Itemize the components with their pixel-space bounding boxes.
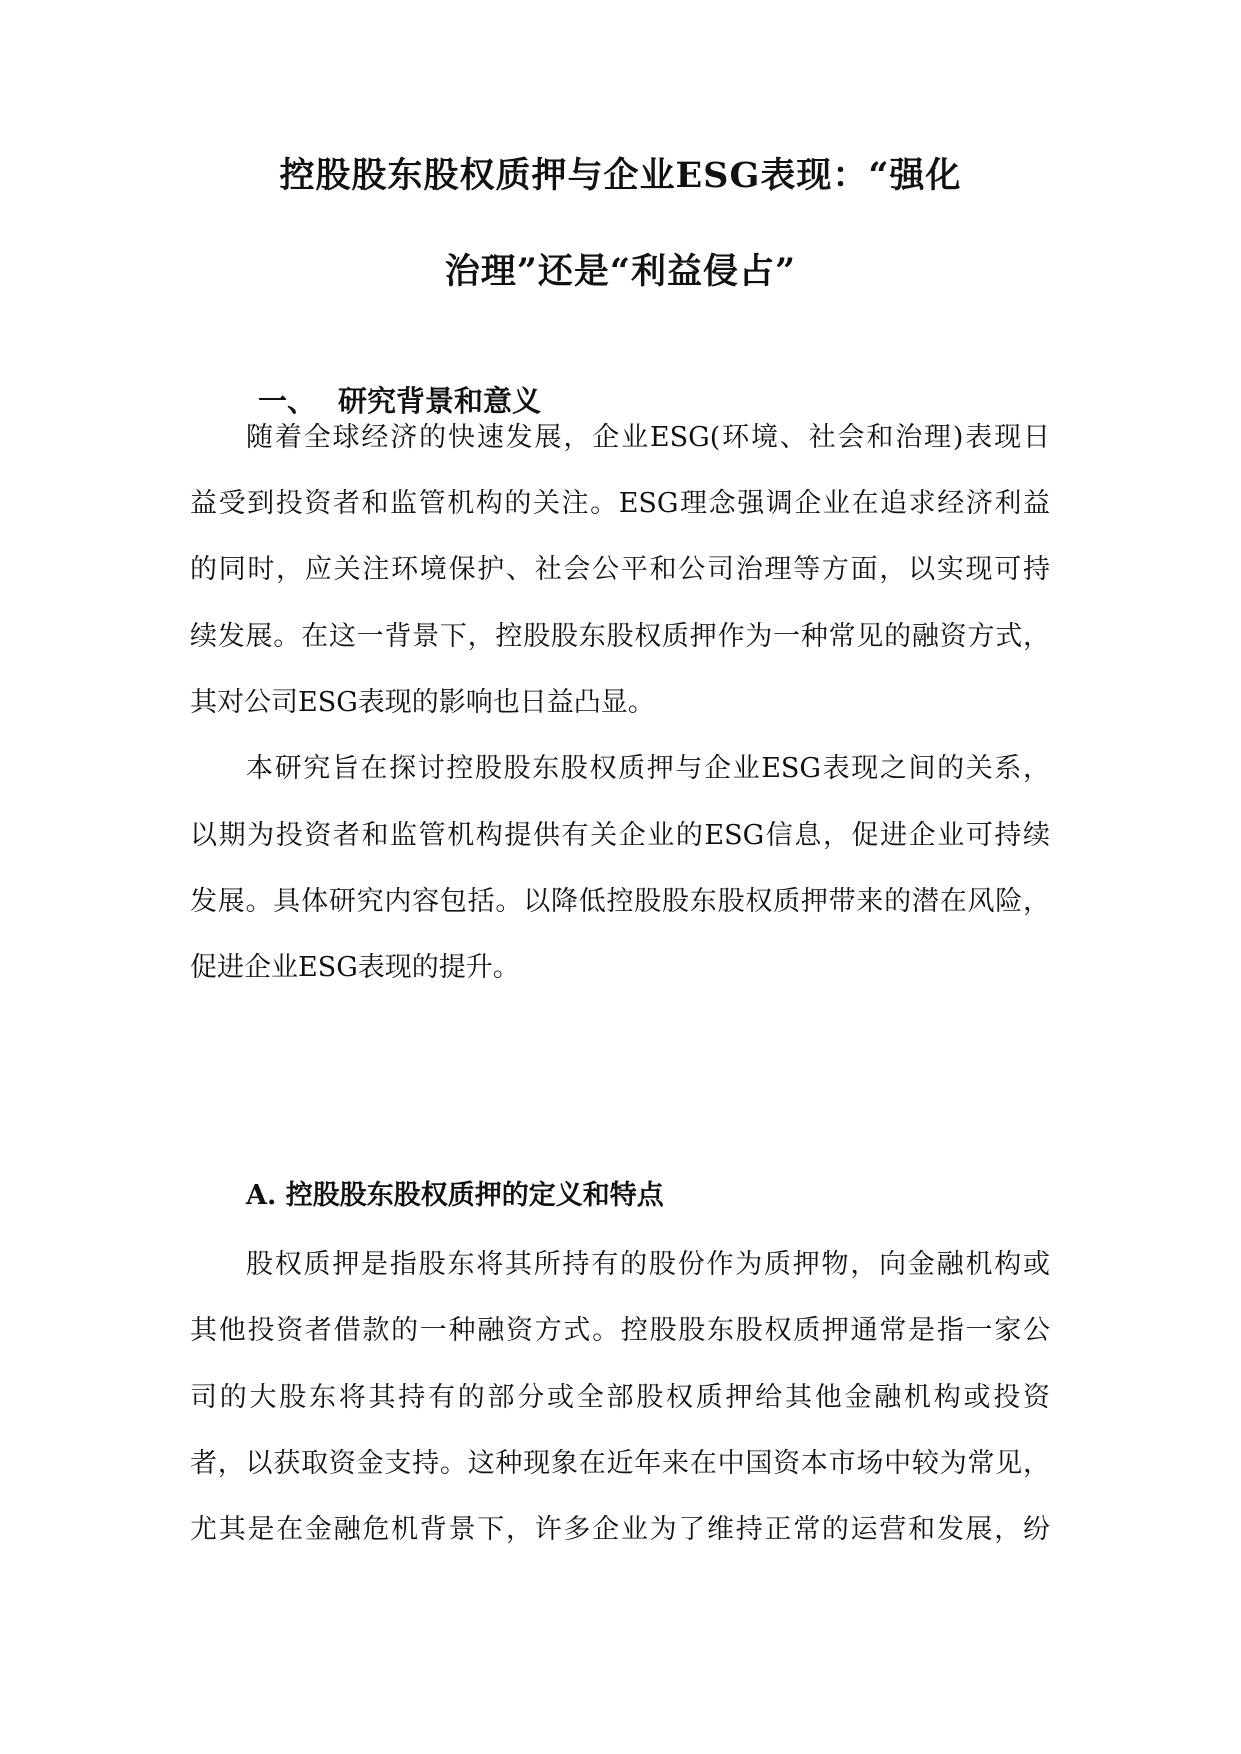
paragraph-1-line: 益受到投资者和监管机构的关注。ESG理念强调企业在追求经济利益 bbox=[190, 488, 1050, 519]
document-title-line-2: 治理”还是“利益侵占” bbox=[444, 251, 797, 292]
paragraph-1-line: 随着全球经济的快速发展，企业ESG(环境、社会和治理)表现日 bbox=[246, 422, 1050, 453]
paragraph-2-line: 以期为投资者和监管机构提供有关企业的ESG信息，促进企业可持续 bbox=[190, 820, 1050, 851]
paragraph-3-line: 者，以获取资金支持。这种现象在近年来在中国资本市场中较为常见， bbox=[190, 1448, 1050, 1479]
paragraph-1-line: 续发展。在这一背景下，控股股东股权质押作为一种常见的融资方式， bbox=[190, 621, 1050, 652]
document-title-line-1: 控股股东股权质押与企业ESG表现：“强化 bbox=[279, 155, 962, 196]
subsection-heading: A. 控股股东股权质押的定义和特点 bbox=[246, 1180, 664, 1211]
paragraph-3-line: 尤其是在金融危机背景下，许多企业为了维持正常的运营和发展，纷 bbox=[190, 1514, 1050, 1545]
paragraph-3-line: 股权质押是指股东将其所持有的股份作为质押物，向金融机构或 bbox=[246, 1249, 1050, 1280]
paragraph-2-line: 促进企业ESG表现的提升。 bbox=[190, 952, 520, 983]
paragraph-2-line: 发展。具体研究内容包括。以降低控股股东股权质押带来的潜在风险， bbox=[190, 886, 1050, 917]
paragraph-3-line: 其他投资者借款的一种融资方式。控股股东股权质押通常是指一家公 bbox=[190, 1315, 1050, 1346]
section-title: 研究背景和意义 bbox=[338, 384, 542, 418]
section-number: 一、 bbox=[258, 384, 317, 418]
paragraph-2-line: 本研究旨在探讨控股股东股权质押与企业ESG表现之间的关系， bbox=[246, 753, 1050, 784]
paragraph-1-line: 的同时，应关注环境保护、社会公平和公司治理等方面，以实现可持 bbox=[190, 554, 1050, 585]
section-heading bbox=[258, 381, 541, 421]
paragraph-3-line: 司的大股东将其持有的部分或全部股权质押给其他金融机构或投资 bbox=[190, 1382, 1050, 1413]
paragraph-1-line: 其对公司ESG表现的影响也日益凸显。 bbox=[190, 687, 655, 718]
